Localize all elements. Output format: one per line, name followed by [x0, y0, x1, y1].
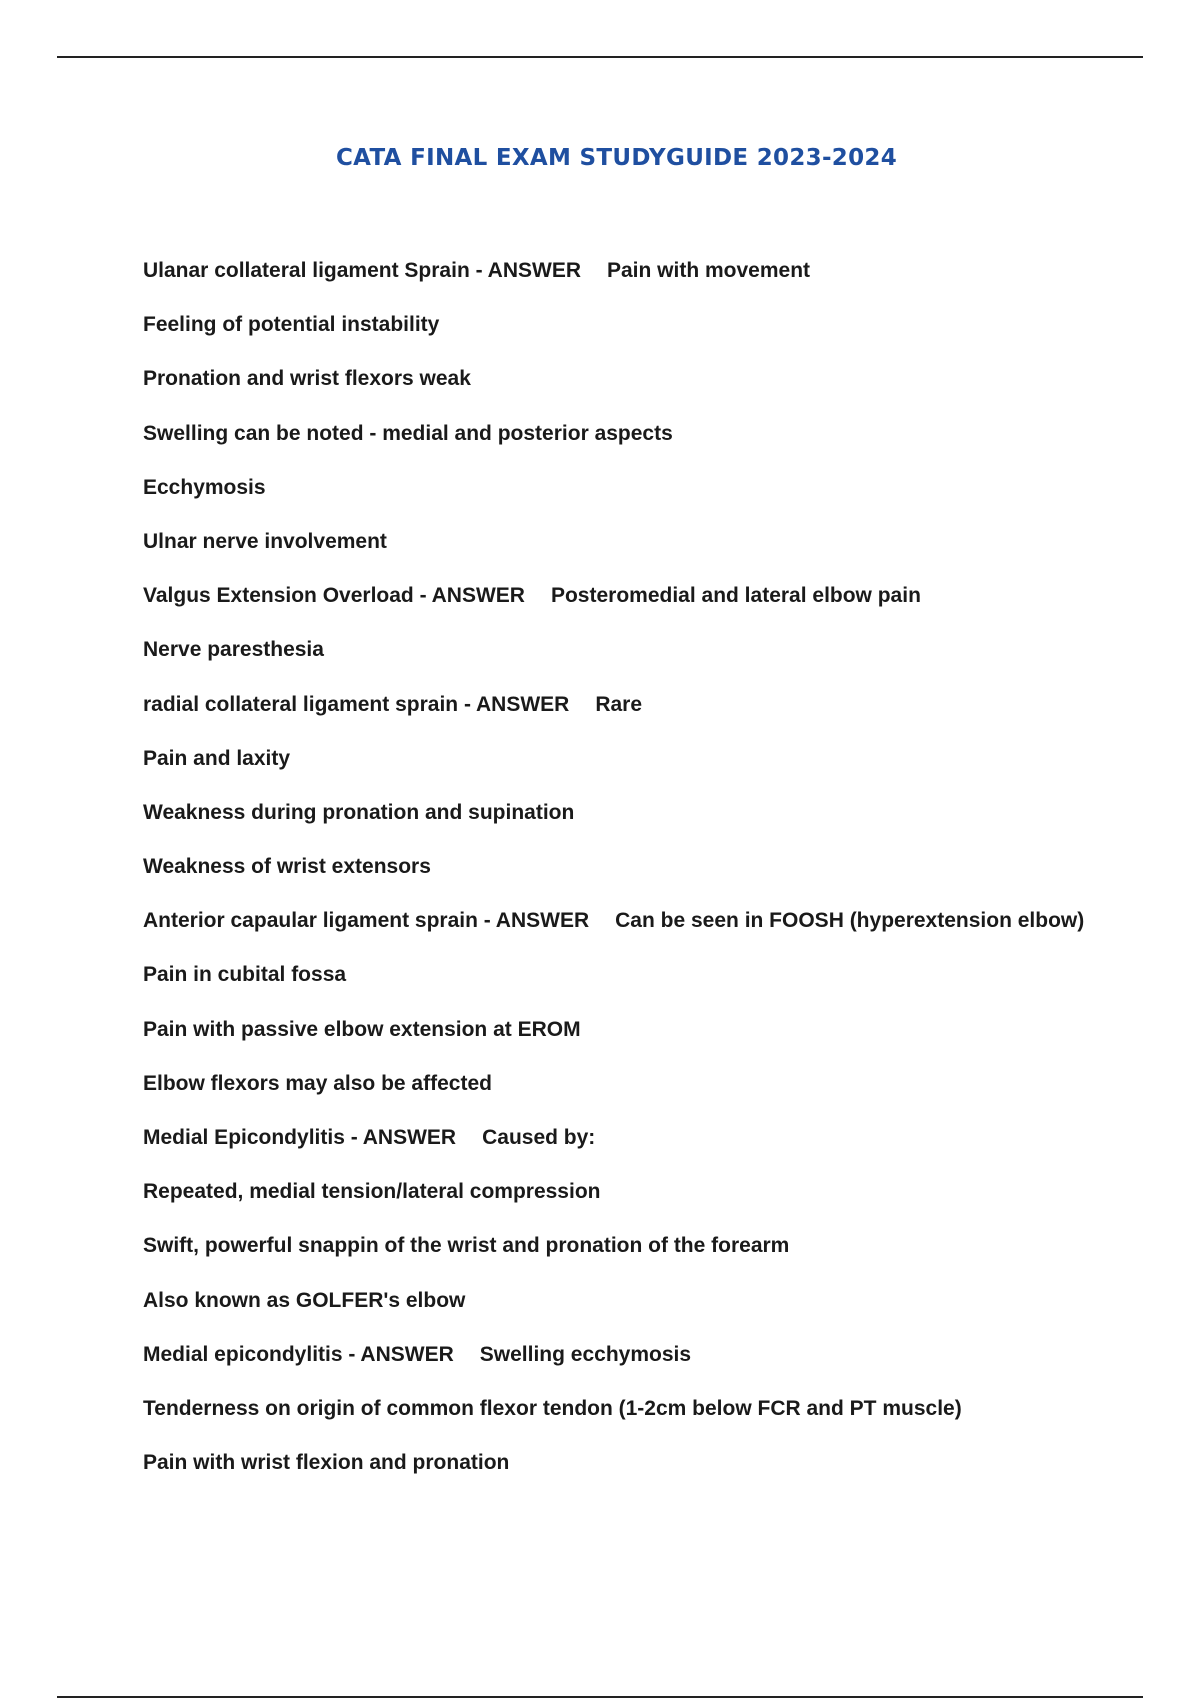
study-line [143, 309, 1143, 363]
study-line [143, 1176, 1143, 1230]
line-question: Weakness of wrist extensors [143, 855, 431, 879]
line-question: Ulanar collateral ligament Sprain - ANSWER [143, 259, 581, 282]
line-answer: Can be seen in FOOSH (hyperextension elbow) [615, 909, 1085, 933]
study-line [143, 634, 1143, 688]
study-line [143, 526, 1143, 580]
line-answer: Caused by: [482, 1126, 596, 1149]
footer-rule [57, 1696, 1143, 1698]
study-line [143, 418, 1143, 472]
page-title: CATA FINAL EXAM STUDYGUIDE 2023-2024 [335, 145, 898, 171]
study-line [143, 743, 1143, 797]
line-question: Medial Epicondylitis - ANSWER [143, 1126, 457, 1149]
study-lines [143, 255, 1143, 1501]
study-line [143, 1285, 1143, 1339]
line-question: Repeated, medial tension/lateral compression [143, 1180, 601, 1204]
line-question: radial collateral ligament sprain - ANSWER [143, 692, 570, 716]
study-line [143, 689, 1143, 743]
study-line [143, 363, 1143, 417]
line-question: Pain and laxity [143, 746, 291, 770]
study-line [143, 851, 1143, 905]
line-question: Weakness during pronation and supination [143, 800, 575, 824]
study-line [143, 1230, 1143, 1284]
line-question: Pain in cubital fossa [143, 963, 347, 987]
study-line [143, 1447, 1143, 1501]
study-line [143, 959, 1143, 1013]
study-line [143, 1122, 1143, 1176]
study-line [143, 255, 1143, 309]
study-line [143, 797, 1143, 851]
line-answer: Rare [595, 692, 643, 716]
study-line [143, 1068, 1143, 1122]
header-rule [57, 56, 1143, 58]
line-question: Swelling can be noted - medial and posterior aspects [143, 421, 673, 445]
study-line [143, 905, 1143, 959]
line-question: Ulnar nerve involvement [143, 529, 387, 553]
line-question: Pain with wrist flexion and pronation [143, 1451, 510, 1475]
study-line [143, 580, 1143, 634]
study-line [143, 1339, 1143, 1393]
line-answer: Swelling ecchymosis [479, 1342, 692, 1366]
line-question: Pronation and wrist flexors weak [143, 367, 471, 391]
line-question: Elbow flexors may also be affected [143, 1071, 492, 1095]
line-question: Nerve paresthesia [143, 638, 324, 662]
line-question: Also known as GOLFER's elbow [143, 1288, 466, 1312]
study-line [143, 472, 1143, 526]
line-question: Valgus Extension Overload - ANSWER [143, 584, 525, 608]
study-line [143, 1393, 1143, 1447]
line-answer: Pain with movement [607, 259, 811, 282]
line-question: Feeling of potential instability [143, 313, 440, 337]
line-answer: Posteromedial and lateral elbow pain [550, 584, 921, 608]
line-question: Ecchymosis [143, 475, 266, 499]
line-question: Medial epicondylitis - ANSWER [143, 1342, 454, 1366]
line-question: Tenderness on origin of common flexor tendon (1-2cm below FCR and PT muscle) [143, 1396, 962, 1420]
line-question: Anterior capaular ligament sprain - ANSWER [143, 909, 590, 933]
study-line [143, 1014, 1143, 1068]
line-question: Pain with passive elbow extension at EROM [143, 1017, 581, 1041]
line-question: Swift, powerful snappin of the wrist and pronation of the forearm [143, 1234, 790, 1258]
